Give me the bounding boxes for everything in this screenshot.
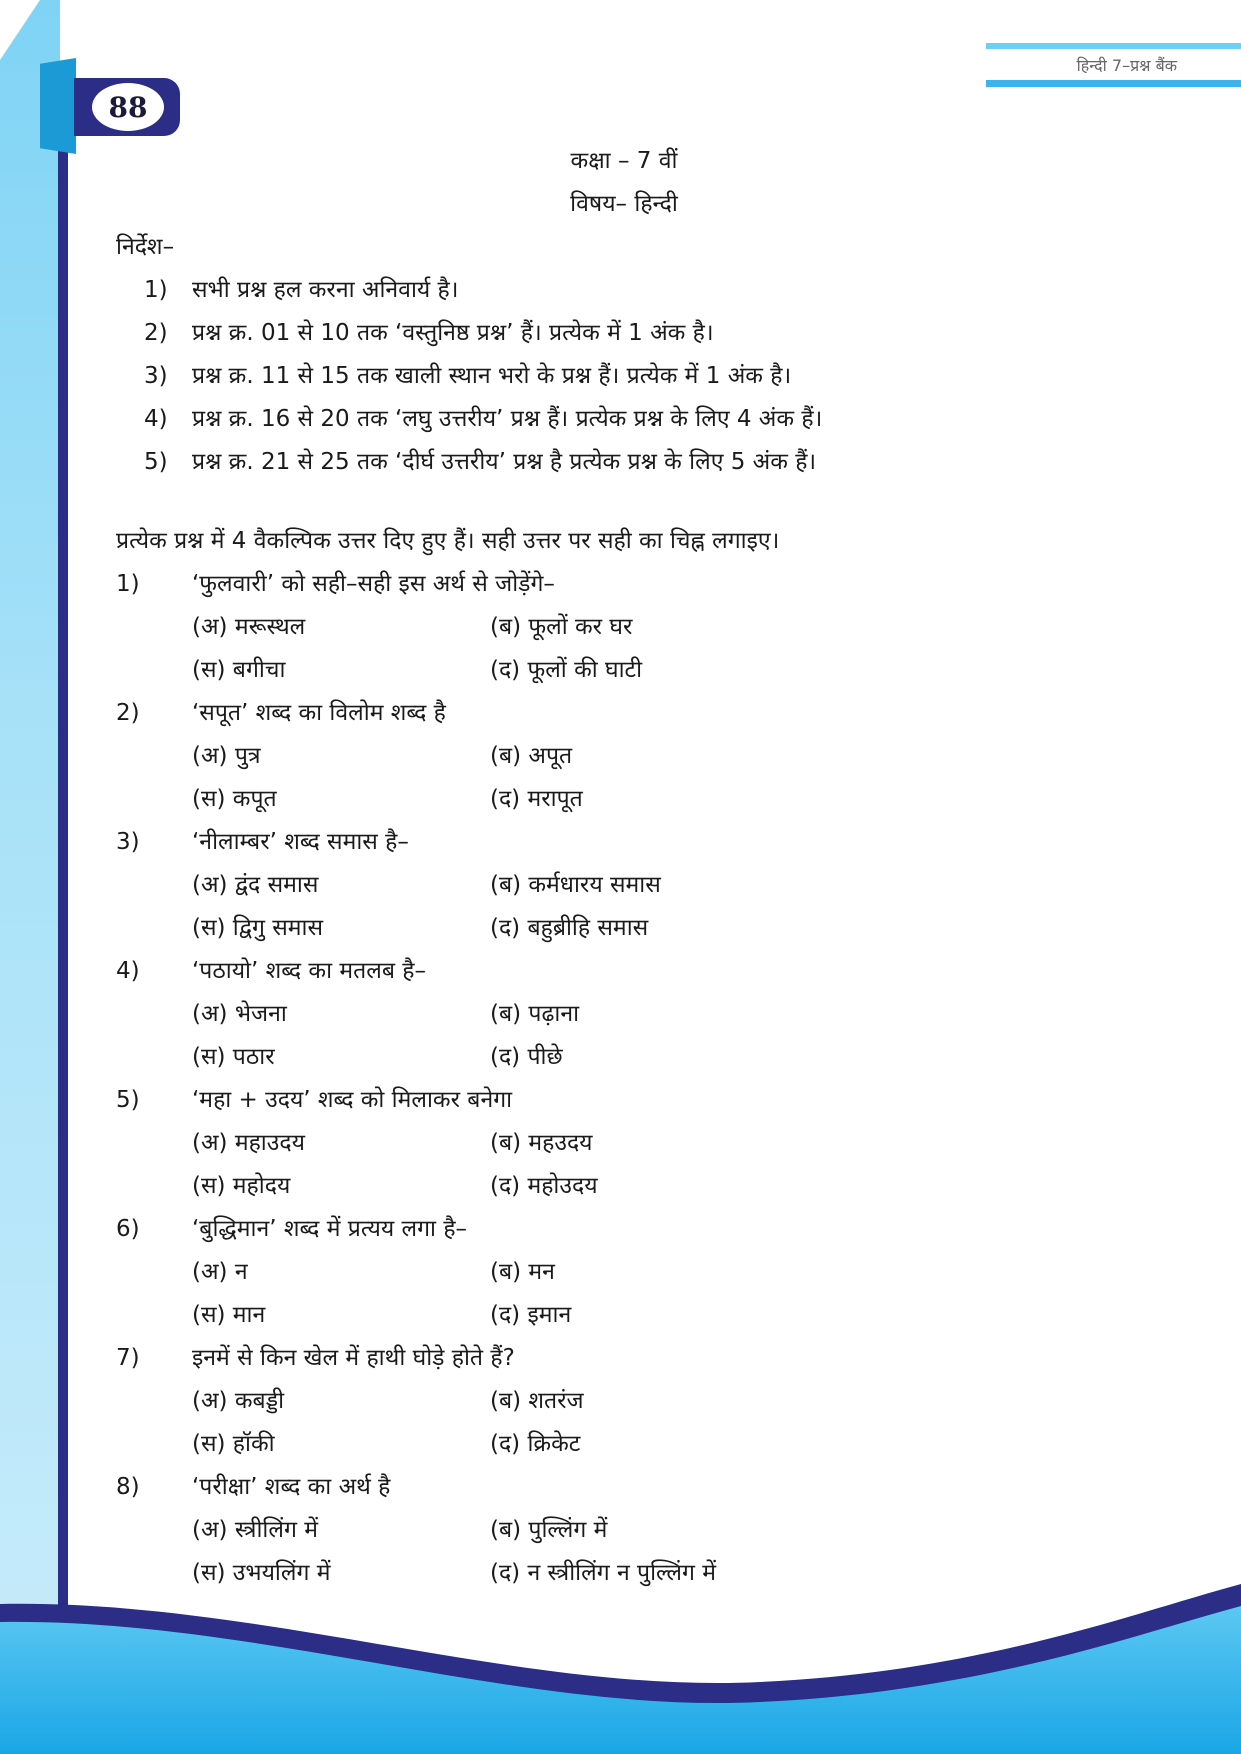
answer-option[interactable]: (स) पठार [192, 1044, 275, 1070]
left-blue-band [0, 0, 60, 1754]
instruction-item [116, 312, 1156, 355]
option-row [116, 993, 1156, 1036]
instruction-number: 1) [144, 277, 168, 303]
question-text: ‘बुद्धिमान’ शब्द में प्रत्यय लगा है– [192, 1216, 468, 1242]
question-text: ‘नीलाम्बर’ शब्द समास है– [192, 829, 409, 855]
option-row [116, 735, 1156, 778]
question-number: 5) [116, 1087, 140, 1113]
option-row [116, 907, 1156, 950]
left-band-corner [0, 0, 40, 60]
page-content [116, 140, 1156, 1595]
question-row [116, 563, 1156, 606]
question-text: ‘फुलवारी’ को सही–सही इस अर्थ से जोड़ेंगे– [192, 571, 555, 597]
answer-option[interactable]: (स) मान [192, 1302, 266, 1328]
answer-option[interactable]: (द) मरापूत [490, 786, 583, 812]
instruction-item [116, 441, 1156, 484]
answer-option[interactable]: (अ) भेजना [192, 1001, 287, 1027]
answer-option[interactable]: (ब) पुल्लिंग में [490, 1517, 608, 1543]
option-row [116, 864, 1156, 907]
option-row [116, 1423, 1156, 1466]
answer-option[interactable]: (द) क्रिकेट [490, 1431, 581, 1457]
answer-option[interactable]: (ब) पढ़ाना [490, 1001, 580, 1027]
question-number: 3) [116, 829, 140, 855]
instruction-text: प्रश्न क्र. 11 से 15 तक खाली स्थान भरो के प्रश्न हैं। प्रत्येक में 1 अंक है। [192, 363, 792, 389]
question-row [116, 1337, 1156, 1380]
answer-option[interactable]: (अ) द्वंद समास [192, 872, 319, 898]
option-row [116, 1165, 1156, 1208]
option-row [116, 778, 1156, 821]
question-block [116, 1337, 1156, 1466]
instruction-text: सभी प्रश्न हल करना अनिवार्य है। [192, 277, 459, 303]
answer-option[interactable]: (द) न स्त्रीलिंग न पुल्लिंग में [490, 1560, 717, 1586]
question-number: 8) [116, 1474, 140, 1500]
answer-option[interactable]: (ब) शतरंज [490, 1388, 584, 1414]
question-row [116, 1079, 1156, 1122]
question-text: इनमें से किन खेल में हाथी घोड़े होते हैं? [192, 1345, 515, 1371]
question-block [116, 821, 1156, 950]
question-block [116, 692, 1156, 821]
flag-pole [58, 95, 68, 1655]
question-text: ‘महा + उदय’ शब्द को मिलाकर बनेगा [192, 1087, 513, 1113]
question-row [116, 1466, 1156, 1509]
instruction-item [116, 398, 1156, 441]
answer-option[interactable]: (स) महोदय [192, 1173, 291, 1199]
answer-option[interactable]: (ब) कर्मधारय समास [490, 872, 661, 898]
question-text: ‘परीक्षा’ शब्द का अर्थ है [192, 1474, 391, 1500]
answer-option[interactable]: (अ) मरूस्थल [192, 614, 306, 640]
answer-option[interactable]: (अ) न [192, 1259, 248, 1285]
answer-option[interactable]: (ब) महउदय [490, 1130, 593, 1156]
option-row [116, 649, 1156, 692]
answer-option[interactable]: (ब) फूलों कर घर [490, 614, 633, 640]
header-bar-top [986, 43, 1241, 49]
option-row [116, 1251, 1156, 1294]
option-row [116, 1509, 1156, 1552]
instruction-text: प्रश्न क्र. 16 से 20 तक ‘लघु उत्तरीय’ प्रश्न हैं। प्रत्येक प्रश्न के लिए 4 अंक हैं। [192, 406, 823, 432]
answer-option[interactable]: (द) महोउदय [490, 1173, 598, 1199]
answer-option[interactable]: (द) बहुब्रीहि समास [490, 915, 649, 941]
question-text: ‘सपूत’ शब्द का विलोम शब्द है [192, 700, 446, 726]
question-block [116, 1208, 1156, 1337]
mcq-intro: प्रत्येक प्रश्न में 4 वैकल्पिक उत्तर दिए हुए हैं। सही उत्तर पर सही का चिह्न लगाइए। [116, 528, 780, 554]
class-heading: कक्षा – 7 वीं [570, 148, 678, 174]
question-row [116, 821, 1156, 864]
question-block [116, 563, 1156, 692]
instruction-item [116, 355, 1156, 398]
answer-option[interactable]: (द) पीछे [490, 1044, 563, 1070]
answer-option[interactable]: (द) इमान [490, 1302, 572, 1328]
answer-option[interactable]: (द) फूलों की घाटी [490, 657, 643, 683]
answer-option[interactable]: (स) कपूत [192, 786, 277, 812]
question-row [116, 950, 1156, 993]
answer-option[interactable]: (अ) पुत्र [192, 743, 261, 769]
question-number: 4) [116, 958, 140, 984]
instructions-list [116, 269, 1156, 484]
instruction-number: 2) [144, 320, 168, 346]
question-number: 1) [116, 571, 140, 597]
instruction-item [116, 269, 1156, 312]
instruction-text: प्रश्न क्र. 01 से 10 तक ‘वस्तुनिष्ठ प्रश्न’ हैं। प्रत्येक में 1 अंक है। [192, 320, 714, 346]
question-row [116, 1208, 1156, 1251]
answer-option[interactable]: (स) द्विगु समास [192, 915, 324, 941]
question-number: 2) [116, 700, 140, 726]
answer-option[interactable]: (ब) मन [490, 1259, 555, 1285]
question-list [116, 563, 1156, 1595]
answer-option[interactable]: (ब) अपूत [490, 743, 573, 769]
question-number: 6) [116, 1216, 140, 1242]
section-spacer [116, 484, 1156, 520]
question-number: 7) [116, 1345, 140, 1371]
question-text: ‘पठायो’ शब्द का मतलब है– [192, 958, 426, 984]
instruction-number: 5) [144, 449, 168, 475]
instruction-text: प्रश्न क्र. 21 से 25 तक ‘दीर्घ उत्तरीय’ प्रश्न है प्रत्येक प्रश्न के लिए 5 अंक हैं। [192, 449, 817, 475]
question-block [116, 950, 1156, 1079]
footer-wave [0, 1554, 1241, 1754]
option-row [116, 606, 1156, 649]
instruction-number: 4) [144, 406, 168, 432]
subject-heading: विषय– हिन्दी [570, 191, 678, 217]
answer-option[interactable]: (स) उभयलिंग में [192, 1560, 331, 1586]
question-row [116, 692, 1156, 735]
answer-option[interactable]: (अ) कबड्डी [192, 1388, 285, 1414]
question-block [116, 1079, 1156, 1208]
answer-option[interactable]: (अ) महाउदय [192, 1130, 305, 1156]
option-row [116, 1036, 1156, 1079]
instruction-number: 3) [144, 363, 168, 389]
option-row [116, 1122, 1156, 1165]
page-number: 88 [92, 83, 164, 131]
running-header: हिन्दी 7–प्रश्न बैंक [1076, 56, 1177, 75]
answer-option[interactable]: (स) बगीचा [192, 657, 286, 683]
answer-option[interactable]: (अ) स्त्रीलिंग में [192, 1517, 318, 1543]
instructions-title: निर्देश– [116, 234, 175, 260]
option-row [116, 1294, 1156, 1337]
header-bar-bottom [986, 80, 1241, 87]
option-row [116, 1380, 1156, 1423]
answer-option[interactable]: (स) हॉकी [192, 1431, 275, 1457]
flag-shape [40, 58, 76, 154]
